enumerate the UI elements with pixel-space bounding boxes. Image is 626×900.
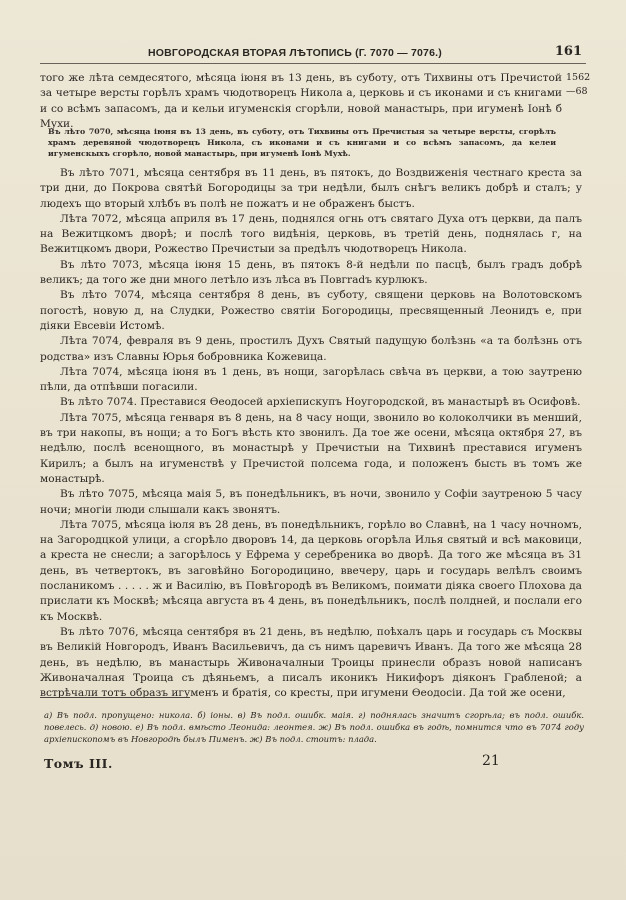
entry-7076: Въ лѣто 7076, мѣсяца сентября въ 21 день, въ недѣлю, поѣхалъ царь и государь съ Москвы въ Великій Новгородъ, Иванъ Васильевичъ, да съ нимъ царевичъ Иванъ. Да того же мѣсяца 28 день, въ недѣлю, въ манастырь Живоначалныи Троицы принесли образъ новой написанъ Живоначалная Троица съ дѣяньемъ, а писалъ иконикъ Никифоръ дiяконъ Грабленой; а встрѣчали тотъ образъ игуменъ и братія, со кресты, при игумени Ѳеодосіи. Да той же осени, — [40, 625, 582, 700]
footnote-rule — [40, 697, 190, 698]
running-header — [40, 44, 586, 64]
entry-7073: Въ лѣто 7073, мѣсяца іюня 15 день, въ пятокъ 8-й недѣли по пасцѣ, былъ градъ добрѣ великъ; да того же дни много летѣло изъ лѣса въ Повгradъ курлюкъ. — [40, 258, 582, 287]
entry-7074-june: Лѣта 7074, мѣсяца іюня въ 1 день, въ нощи, загорѣлась свѣча въ церкви, а тою заутреню пѣли, да отпѣвши погасили. — [40, 365, 582, 394]
entry-7074-theodosius: Въ лѣто 7074. Преставися Ѳеодосей архіепискупъ Ноугородской, въ манастырѣ въ Осифовѣ. — [60, 396, 581, 409]
entry-7072: Лѣта 7072, мѣсяца априля въ 17 день, поднялся огнь отъ святаго Духа отъ церкви, да палъ на Вежитцкомъ дворѣ; и послѣ того видѣнія, церковь, въ третій день, поднялась г, на Вежитцкомъ двори, Рожество Пречистыи за предѣлъ чюдотворецъ Никола. — [40, 212, 582, 256]
variant-reading: Въ лѣто 7070, мѣсяца іюня въ 13 день, въ суботу, отъ Тихвины отъ Пречистыя за четыре версты, сгорѣлъ храмъ деревяной чюдотворецъ Никола, съ иконами и съ книгами и со всѣмъ запасомъ, да келеи игуменскыхъ сгорѣло, новой манастырь, при игуменѣ Іонѣ Мухѣ. — [48, 127, 556, 158]
entry-7071: Въ лѣто 7071, мѣсяца сентября въ 11 день, въ пятокъ, до Воздвиженія честнаго креста за три дни, до Покрова святѣй Богородицы за три недѣли, былъ снѣгъ великъ добрѣ и сталъ; у людехъ що вторый хлѣбъ въ полѣ не пожатъ и не ображенъ быстъ. — [40, 167, 582, 210]
volume-label: Томъ III. — [44, 756, 113, 771]
entry-7074-february: Лѣта 7074, февраля въ 9 день, простилъ Духъ Святый падущую болѣзнь «а та болѣзнь отъ родства» изъ Славны Юрья бобровника Кожевица. — [40, 335, 582, 363]
entry-7074-church: Въ лѣто 7074, мѣсяца сентября 8 день, въ суботу, священи церковь на Волотовскомъ погостѣ, новую д, на Слудки, Рожество святіи Богородицы, пресвященный Леонидъ е, при дiяки Евсевіи Истомѣ. — [40, 289, 582, 332]
entry-7075-january: Лѣта 7075, мѣсяца генваря въ 8 день, на 8 часу нощи, звонило во колоколчики въ менший, въ три накопы, въ нощи; а то Богъ вѣсть кто звонилъ. Да тое же осени, мѣсяца октября 27, въ недѣлю, послѣ всенощного, въ монастырѣ у Пречистыи на Тихвинѣ преставися игуменъ Кирилъ; а былъ на игуменствѣ у Пречистой полсема года, и положенъ бысть въ томъ же монастырѣ. — [40, 411, 582, 485]
header-title: НОВГОРОДСКАЯ ВТОРАЯ ЛѢТОПИСЬ (Г. 7070 — 7076.) — [148, 47, 442, 59]
footnotes: а) Въ подл. пропущено: никола. б) іоны. в) Въ подл. ошибк. маія. г) поднялась значитъ сгорѣла; въ подл. ошибк. повелесь. д) новою. е) Въ подл. вмѣсто Леонида: леонтея. ж) Въ подл. ошибка въ годѣ, помнится что въ 7074 году архіепископомъ въ Новгородѣ былъ Пименъ. ж) Въ подл. стоитъ: плада. — [44, 710, 584, 744]
margin-year-end: —68 — [566, 86, 588, 97]
signature-mark: 21 — [482, 753, 500, 769]
entry-7075-july: Лѣта 7075, мѣсяца іюля въ 28 день, въ понедѣльникъ, горѣло во Славнѣ, на 1 часу ночномъ, на Загородцкой улици, а сгорѣло дворовъ 14, да церковь огорѣла Илья святый и всѣ маковици, а креста не снесли; а загорѣлось у Ефрема у серебреника во дворѣ. Да того же мѣсяца въ 31 день, въ четвертокъ, въ заговѣйно Богородицино, ввечеру, царь и государь велѣлъ своимъ посланикомъ . . . . . ж и Василію, въ Повѣгородѣ въ Великомъ, поимати дiяка своего Плохова да прислати къ Москвѣ; мѣсяца августа въ 4 день, въ понедѣльникъ, послѣ полдней, и послали его къ Москвѣ. — [40, 518, 582, 623]
page-number: 161 — [554, 44, 582, 59]
entry-7075-may: Въ лѣто 7075, мѣсяца маія 5, въ понедѣльникъ, въ ночи, звонило у Софіи заутреною 5 часу ночи; многіи люди слышали какъ звонятъ. — [40, 488, 582, 516]
chronicle-entries — [40, 166, 582, 701]
lead-paragraph: того же лѣта семдесятого, мѣсяца іюня въ 13 день, въ суботу, отъ Тихвины отъ Пречистой за четыре версты горѣлъ храмъ чюдотворецъ Никола а, церковь и съ иконами и съ книгами и со всѣмъ запасомъ, да и кельи игуменскія сгорѣли, новой манастырь, при игуменѣ Іонѣ б Мухи. — [40, 72, 562, 131]
margin-year-start: 1562 — [566, 72, 591, 83]
